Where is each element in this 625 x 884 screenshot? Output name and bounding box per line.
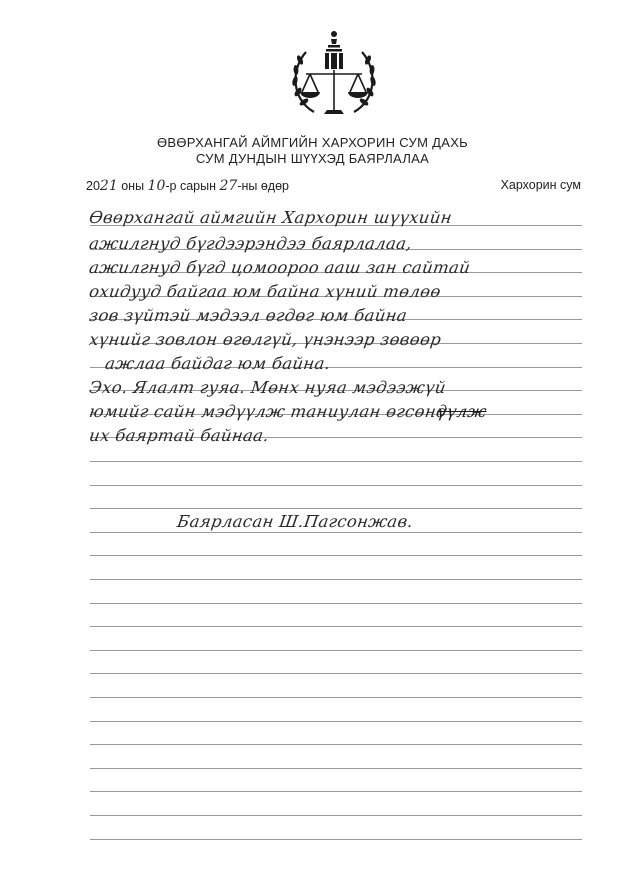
ruled-line xyxy=(90,579,582,580)
letter-line: Эхо. Ялалт гуяа. Мөнх нуяа мэдээжүй xyxy=(88,378,448,397)
ruled-line xyxy=(90,697,582,698)
date xyxy=(86,178,289,194)
ruled-line xyxy=(90,508,582,509)
header-line-1: ӨВӨРХАНГАЙ АЙМГИЙН ХАРХОРИН СУМ ДАХЬ xyxy=(156,135,468,150)
letter-line: Өвөрхангай аймгийн Хархорин шүүхийн xyxy=(88,208,454,227)
letter-line: ажилгнуд бүгдээрэндээ баярлалаа, xyxy=(88,234,414,253)
ruled-line xyxy=(90,485,582,486)
ruled-line xyxy=(90,650,582,651)
ruled-line xyxy=(90,626,582,627)
ruled-line xyxy=(90,839,582,840)
header-line-2: СУМ ДУНДЫН ШҮҮХЭД БАЯРЛАЛАА xyxy=(195,151,430,166)
year-label: оны xyxy=(121,179,145,193)
month-label: -р сарын xyxy=(165,179,217,193)
ruled-line xyxy=(90,768,582,769)
year-prefix: 20 xyxy=(86,179,100,193)
day-label: -ны өдөр xyxy=(237,179,290,193)
ruled-line xyxy=(90,721,582,722)
ruled-line xyxy=(90,603,582,604)
date-line xyxy=(86,178,581,198)
signature: Баярласан Ш.Пагсонжав. xyxy=(176,512,415,531)
ruled-line xyxy=(90,815,582,816)
struck-word: үүлж xyxy=(436,402,488,421)
letter-line: ажилгнуд бүгд цомоороо ааш зан сайтай xyxy=(88,258,472,277)
letter-line: хүнийг зовлон өгөлгүй, үнэнээр зөвөөр xyxy=(88,330,443,349)
year-handwritten: 21 xyxy=(99,178,118,194)
month-handwritten: 10 xyxy=(147,178,166,194)
letter-line: ажлаа байдаг юм байна. xyxy=(104,354,332,373)
ruled-line xyxy=(90,532,582,533)
place: Хархорин сум xyxy=(500,178,581,192)
ruled-line xyxy=(90,461,582,462)
ruled-line xyxy=(90,673,582,674)
letter-line: зов зүйтэй мэдээл өгдөг юм байна xyxy=(88,306,409,325)
ruled-line xyxy=(90,791,582,792)
letter-line: юмийг сайн мэдүүлж таниулан өгсөнд xyxy=(88,402,449,421)
court-header xyxy=(0,135,625,167)
ruled-line xyxy=(90,555,582,556)
scales-of-justice-emblem xyxy=(284,26,384,126)
letter-line: их баяртай байнаа. xyxy=(88,426,271,445)
letter-line: охидууд байгаа юм байна хүний төлөө xyxy=(88,282,443,301)
day-handwritten: 27 xyxy=(219,178,238,194)
ruled-line xyxy=(90,744,582,745)
